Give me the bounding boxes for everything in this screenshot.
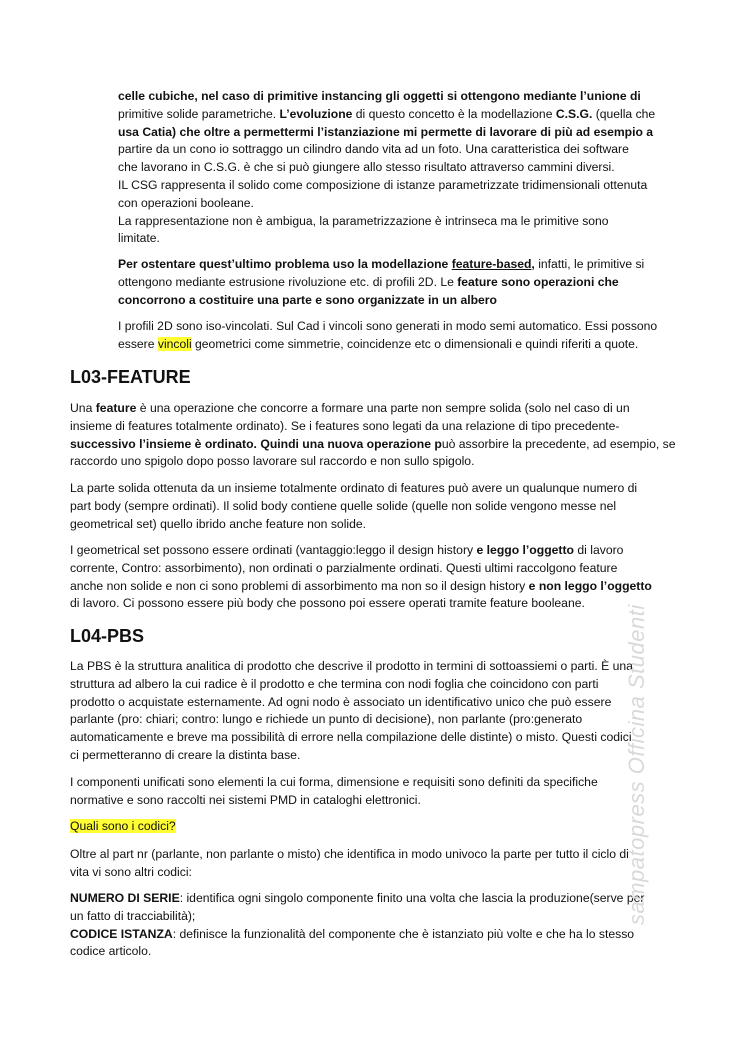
section-heading-feature: L03-FEATURE bbox=[70, 367, 191, 387]
intro-paragraph-3: I profili 2D sono iso-vincolati. Sul Cad i vincoli sono generati in modo semi automatico. Essi possono essere vincoli geometrici come simmetrie, coincidenze etc o dimensionali e quindi riferiti a quote. bbox=[118, 319, 658, 351]
intro-line: celle cubiche, nel caso di primitive instancing gli oggetti si ottengono mediante l’unione di bbox=[118, 89, 641, 103]
section-heading-pbs: L04-PBS bbox=[70, 626, 145, 646]
pbs-paragraph-4: NUMERO DI SERIE: identifica ogni singolo componente finito una volta che lascia la produzione(serve per un fatto di tracciabilità); CODICE ISTANZA: definisce la funzionalità del componente che è istanziato più volte e che ha lo stesso codice articolo. bbox=[70, 891, 645, 959]
feature-based-term: feature-based bbox=[451, 257, 532, 271]
highlighted-word: vincoli bbox=[157, 336, 192, 351]
feature-paragraph-2: La parte solida ottenuta da un insieme totalmente ordinato di features può avere un qualunque numero di part body (sempre ordinati). Il solid body contiene quelle solide (quelle non solide vengono messe nel geometrical set) quello ibrido anche feature non solide. bbox=[70, 481, 638, 531]
feature-paragraph-1: Una feature è una operazione che concorre a formare una parte non sempre solida (solo nel caso di un insieme di features totalmente ordinato). Se i features sono legati da una relazione di tipo precedente- successivo l’insieme è ordinato. Quindi una nuova operazione può assorbire la precedente, ad esempio, se raccordo uno spigolo dopo posso lavorare sul raccordo e non sullo spigolo. bbox=[70, 401, 676, 469]
pbs-paragraph-1: La PBS è la struttura analitica di prodotto che descrive il prodotto in termini di sottoassiemi o parti. È una struttura ad albero la cui radice è il prodotto e che termina con nodi foglia che coincidono con parti prodotto o acquistate esternamente. Ad ogni nodo è associato un identificativo unico che può essere parlante (pro: chiari; contro: lungo e richiede un punto di decisione), non parlante (pro:generato automaticamente e breve ma possibilità di errore nella compilazione delle distinte) o misto. Questi codici ci permetteranno di creare la distinta base. bbox=[70, 659, 633, 762]
intro-paragraph-1: celle cubiche, nel caso di primitive instancing gli oggetti si ottengono mediante l’unione di primitive solide parametriche. L’evoluzione di questo concetto è la modellazione C.S.G. (quella che usa Catia) che oltre a permettermi l’istanziazione mi permette di lavorare di più ad esempio a partire da un cono io sottraggo un cilindro dando vita ad un foto. Una caratteristica dei software che lavorano in C.S.G. è che si può giungere allo stesso risultato attraverso cammini diversi. IL CSG rappresenta il solido come composizione di istanze parametrizzate tridimensionali ottenuta con operazioni booleane. La rappresentazione non è ambigua, la parametrizzazione è intrinseca ma le primitive sono limitate. bbox=[118, 89, 656, 246]
intro-paragraph-2: Per ostentare quest’ultimo problema uso la modellazione feature-based, infatti, le primitive si ottengono mediante estrusione rivoluzione etc. di profili 2D. Le feature sono operazioni che concorrono a costituire una parte e sono organizzate in un albero bbox=[118, 257, 645, 307]
watermark: sampatopress Officina Studenti bbox=[624, 604, 649, 925]
feature-paragraph-3: I geometrical set possono essere ordinati (vantaggio:leggo il design history e leggo l’oggetto di lavoro corrente, Contro: assorbimento), non ordinati o parzialmente ordinati. Questi ultimi raccolgono feature anche non solide e non ci sono problemi di assorbimento ma non so il design history e non leggo l’oggetto di lavoro. Ci possono essere più body che possono poi essere operati tramite feature booleane. bbox=[70, 543, 652, 611]
pbs-paragraph-3: Oltre al part nr (parlante, non parlante o misto) che identifica in modo univoco la parte per tutto il ciclo di vita vi sono altri codici: bbox=[70, 847, 629, 879]
question-highlight: Quali sono i codici? bbox=[70, 819, 176, 833]
pbs-paragraph-2: I componenti unificati sono elementi la cui forma, dimensione e requisiti sono definiti da specifiche normative e sono raccolti nei sistemi PMD in cataloghi elettronici. bbox=[70, 775, 598, 807]
pbs-question bbox=[70, 818, 672, 836]
